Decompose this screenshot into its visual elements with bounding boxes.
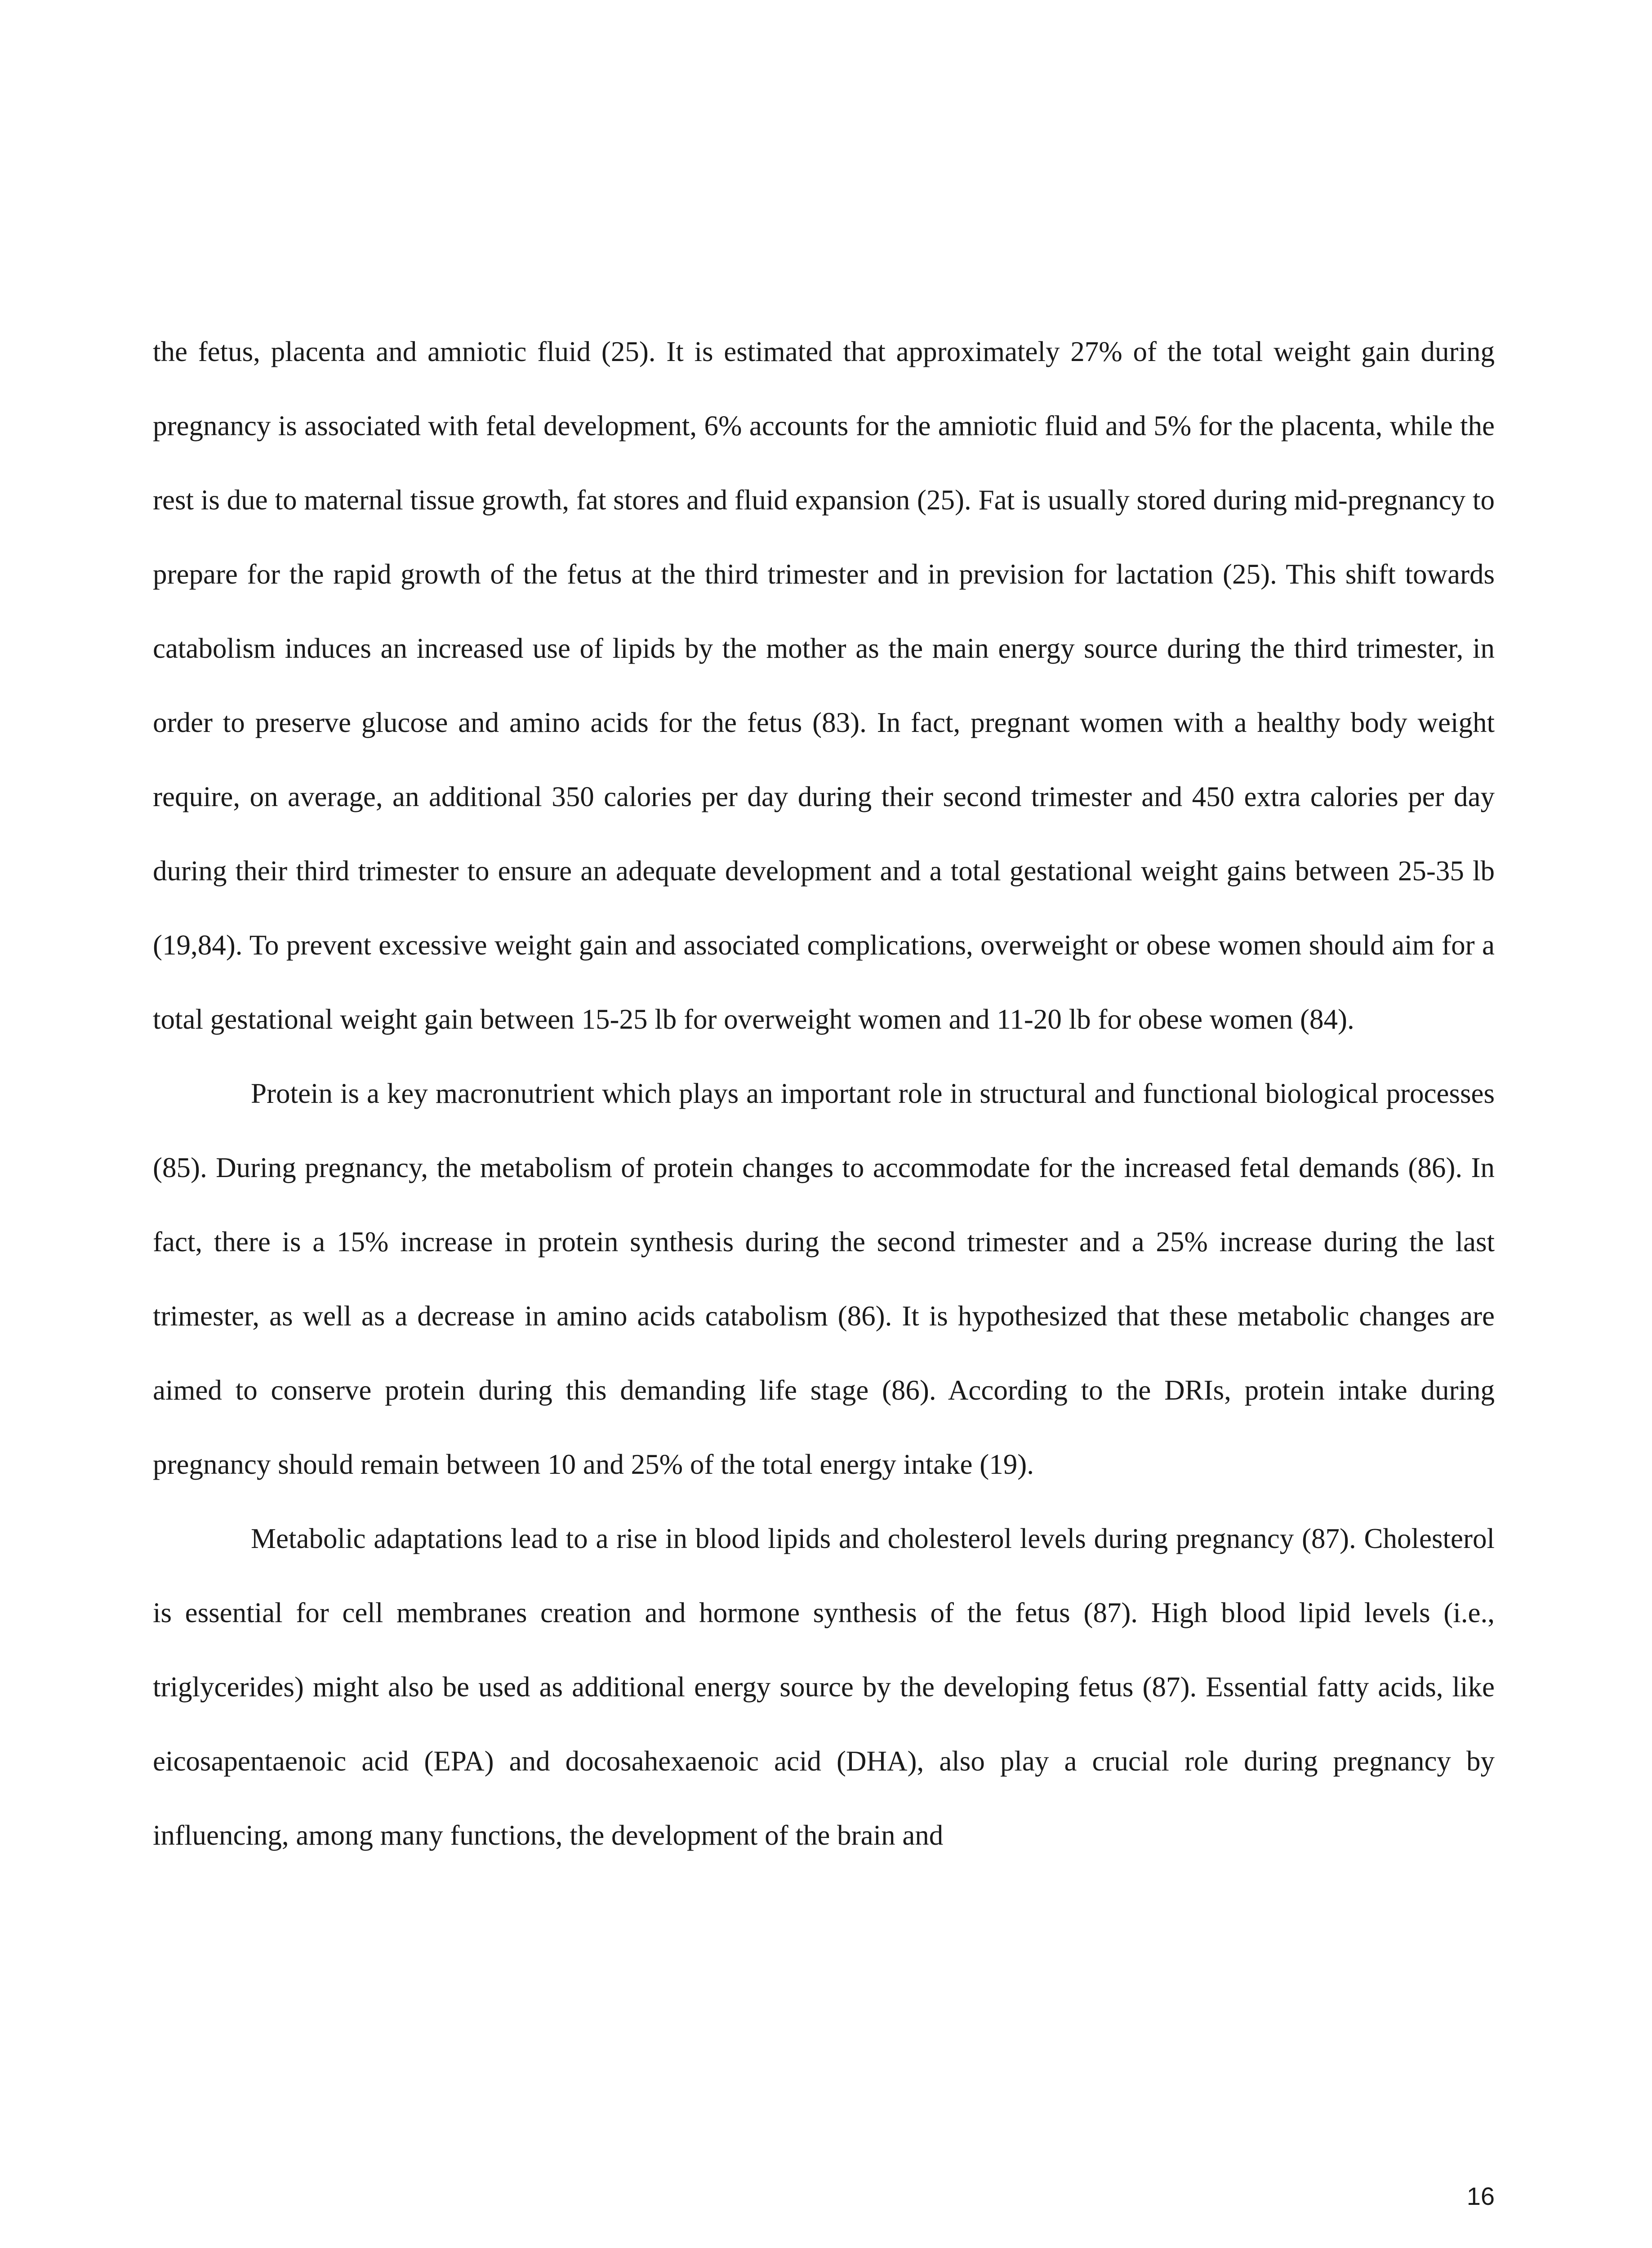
paragraph-weight-gain: the fetus, placenta and amniotic fluid (25). It is estimated that approximately 27% of the total weight gain during pregnancy is associated with fetal development, 6% accounts for the amniotic fluid and 5% for the placenta, while the rest is due to maternal tissue growth, fat stores and fluid expansion (25). Fat is usually stored during mid-pregnancy to prepare for the rapid growth of the fetus at the third trimester and in prevision for lactation (25). This shift towards catabolism induces an increased use of lipids by the mother as the main energy source during the third trimester, in order to preserve glucose and amino acids for the fetus (83). In fact, pregnant women with a healthy body weight require, on average, an additional 350 calories per day during their second trimester and 450 extra calories per day during their third trimester to ensure an adequate development and a total gestational weight gains between 25-35 lb (19,84). To prevent excessive weight gain and associated complications, overweight or obese women should aim for a total gestational weight gain between 15-25 lb for overweight women and 11-20 lb for obese women (84).: [153, 336, 1495, 1035]
body-text: [153, 315, 1495, 1873]
paragraph-protein: Protein is a key macronutrient which plays an important role in structural and functional biological processes (85). During pregnancy, the metabolism of protein changes to accommodate for the increased fetal demands (86). In fact, there is a 15% increase in protein synthesis during the second trimester and a 25% increase during the last trimester, as well as a decrease in amino acids catabolism (86). It is hypothesized that these metabolic changes are aimed to conserve protein during this demanding life stage (86). According to the DRIs, protein intake during pregnancy should remain between 10 and 25% of the total energy intake (19).: [153, 1078, 1495, 1480]
page-number: 16: [1466, 2182, 1495, 2210]
paragraph-lipids: Metabolic adaptations lead to a rise in blood lipids and cholesterol levels during pregnancy (87). Cholesterol is essential for cell membranes creation and hormone synthesis of the fetus (87). High blood lipid levels (i.e., triglycerides) might also be used as additional energy source by the developing fetus (87). Essential fatty acids, like eicosapentaenoic acid (EPA) and docosahexaenoic acid (DHA), also play a crucial role during pregnancy by influencing, among many functions, the development of the brain and: [153, 1523, 1495, 1851]
